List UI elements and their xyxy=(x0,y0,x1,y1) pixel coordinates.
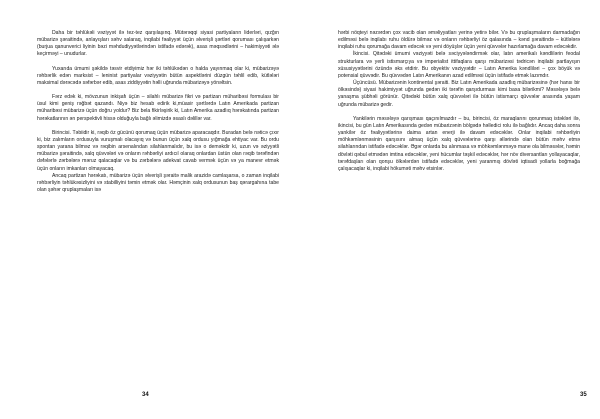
left-page-number: 34 xyxy=(142,392,149,398)
left-paragraph-5: Ancaq partizan hərəkatı, mübarizə üçün əlverişli şəraitə malik arazidə camlaşarsa, o zaman inqilabi rəhbərliyin təhlükəsizliyini və stabilliyini təmin etmək olar. Həmçinin xalq ordusunun baş qərargahına tabe olan şəhər qruplaşmaları isə xyxy=(37,172,279,193)
right-text-column xyxy=(338,30,580,173)
left-paragraph-1: Daha bir təhlükəli vəziyyət ilə tez-tez qarşılaşınq. Mütərəqqi siyasi partiyaların liderləri, qızğın mübarizə şəraitində, anlayışları səhv salaraq, inqilabi fəaliyyət üçün əlverişli şərtləri qoruması çalışarkən (burjua qanunverici liyinin bəzi məhdudiyyətlərindən istifadə edərək), asas məqsədlərini – hakimiyyəti ələ keçirməyi – unudurlar. xyxy=(37,30,279,58)
left-paragraph-2: Yuxarıda ümumi şəkildə təsvir etdiyimiz hər iki təhlükədən o halda yayınmaq olar ki, mübarizəyə rəhbərlik edən marksist – leninist partiyalar vəziyyətin bütün aspektlərini düzgün təhlil edib, kütlələri maksimal dərəcədə səfərbər edib, asas ziddiyyətin həlli uğrunda mübarizəyə yönəltsin. xyxy=(37,65,279,86)
right-paragraph-1: hərbi nöqteyi nəzərdən çox vacib olan əməliyyatları yerinə yetirə bilər. Və bu qruplaşmaların darmadağın edilməsi belə inqilabı ruhu öldürə bilməz və onların rəhbərliyi öz qalasında – kənd şəraitində – kütlələrə inqilabi ruhu qorumağa davam edəcək və yeni döyüşlər üçün yeni qüvvələr hazırlamağa davam edəcəkdir. xyxy=(338,30,580,51)
right-paragraph-4: Yankilərin məsələyə qarışması qaçınılmazdır – bu, birincisi, öz maraqlarını qorunmaq istəkləri ilə, ikincisi, bu gün Latın Amerikasında gedən mübarizənin bölgədə həlledici rolu ilə bağlıdır. Ancaq daha sonra yankilər öz fəaliyyətlərinə daima artan enerji ilə davam edəcəklər. Onlar inqilabi rəhbərliyin möhkəmlənməsinin qarşısını almaq üçün xalq qüvvələrinə qarşı əllərində olan bütün məhv etmə silahlarından istifadə edəcəklər. Əgər onlarda bu alınmasa və möhkəmlənməyə mane ola bilməsələr, həmin dövləti qəbul etmədən imtina edəcəklər, yeni hücumlar təşkil edəcəklər, hər növ diversantları yollayacaqlar, tərəfdaşları olan qonşu ölkələrdən istifadə edəcəklər, yeni yaranmış dövləti iqtisadi yollarla boğmağa çalışacaqlar ki, inqilabi hökuməti məhv etsinlər. xyxy=(338,115,580,172)
right-page-number: 35 xyxy=(580,392,587,398)
left-paragraph-3: Fərz edək ki, mövzunun inkişafı üçün – silahlı mübarizə fikri və partizan müharibəsi formulası bir üsul kimi geniş rəğbət qazandı. Niyə biz hesab edirik ki,müasir şərtlərdə Latın Amerikada partizan müharibəsi mübarizə üçün doğru yoldur? Biz bela fikirləşirik ki, Latın Amerika azadlıq hərəkatında partizan hərəkatlarının ən perspektivli hissə olduğuyla bağlı əlimizdə əsaslı dəlillər var. xyxy=(37,94,279,122)
right-paragraph-2: İkincisi. Qitədəki ümumi vəziyyəti belə səciyyələndirmək olar, latın amerikalı kəndlilərin feodal strukturlara və yerli istismarçıya və imperialist ittifaqlara qarşı mübarizəsi tədricən inqilabi partlayışın xüsusiyyətlərini özündə əks etdirir. Bu obyektiv vəziyyətdir – Latın Amerika kəndliləri – çox böyük və potensial qüvvədir. Bu qüvvədən Latın Amerikanın azad edilməsi üçün istifadə etmək lazımdır. xyxy=(338,51,580,79)
left-text-column xyxy=(37,30,279,194)
left-paragraph-4: Birincisi. Təbiidir ki, rəqib öz gücünü qorumaq üçün mübarizə aparacaqdır. Buradan belə nəticə çıxır ki, biz zalımların ordusuyla vuruşmalı olacayıq və bunun üçün xalq ordusu yığmağa ehtiyac var. Bu ordu spontan yarana bilməz və rəqibin arsenalından silahlanmalıdır, bu isə o deməkdir ki, uzun və əziyyətli mübarizə şəraitində, xalq qüvvələri və onların rəhbərliyi ardıcıl olaraq onlardan üstün olan rəqib tərəfindən dəfələrlə zərbələrə məruz qalacaqlar və bu zərbələrə adekvat cavab vermək üçün və ya manevr etmək üçün onların imkanları olmayacaq. xyxy=(37,129,279,172)
right-paragraph-3: Üçüncüsü. Mübarizənin kontinental şəraiti. Biz Latın Amerikada azadlıq mübarizəsinə (hər hansı bir ölkəsində) siyasi hakimiyyət uğrunda gedən iki tərəfin qarşıdurması kimi baxa bilərikmi? Məsələyə belə yanaşma şübhəli görünür. Qitədəki bütün xalq qüvvələri ilə bütün istismarçı qüvvələr arasında yaşam uğrunda mübarizə gedir. xyxy=(338,80,580,108)
right-page xyxy=(300,0,600,419)
